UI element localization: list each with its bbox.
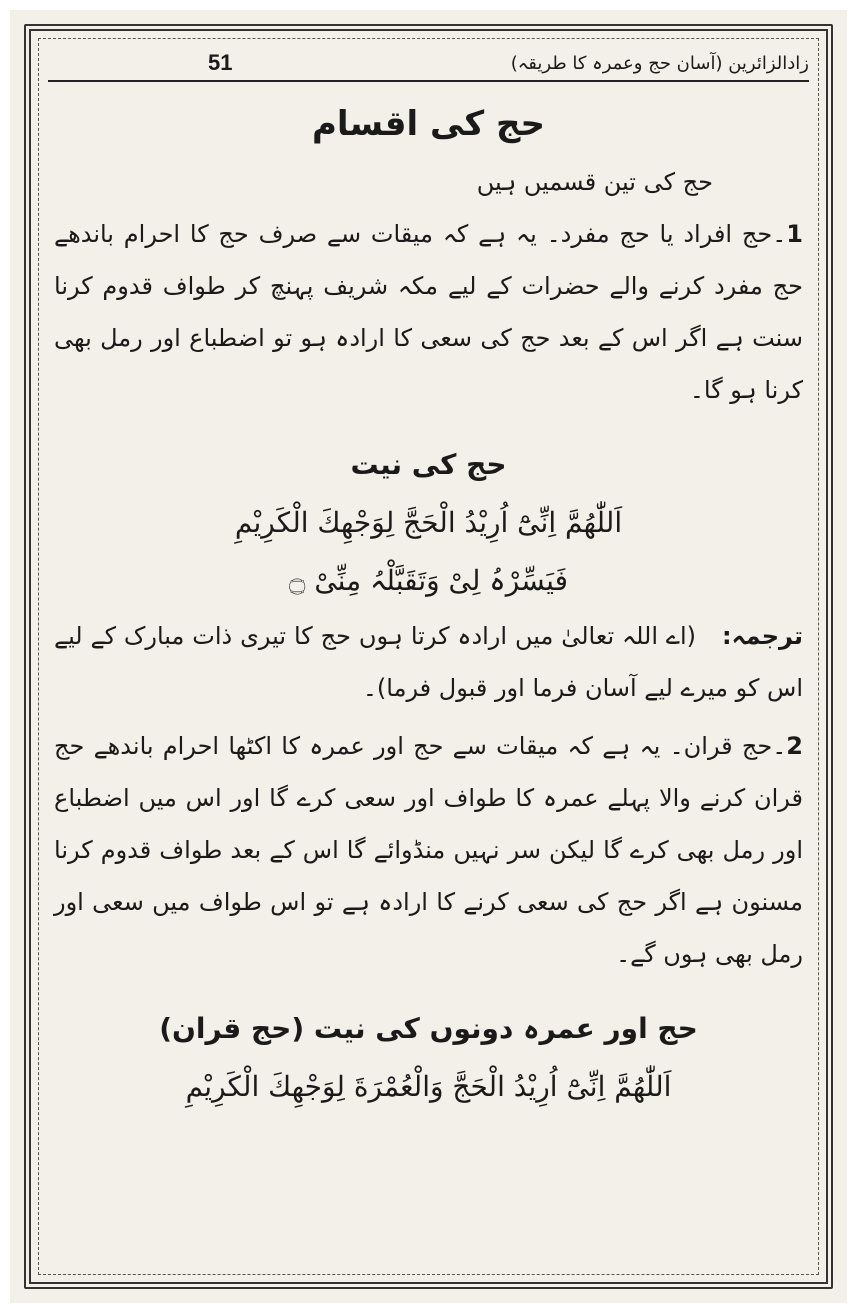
running-title: زادالزائرین (آسان حج وعمرہ کا طریقہ) xyxy=(510,52,809,74)
dua-line-1: اَللّٰھُمَّ اِنِّیْٓ اُرِیْدُ الْحَجَّ لِوَجْھِكَ الْكَرِیْمِ xyxy=(234,506,623,539)
translation-paragraph xyxy=(54,610,803,714)
book-page xyxy=(10,10,847,1303)
dua-line-2: فَیَسِّرْہُ لِیْ وَتَقَبَّلْہُ مِنِّیْ ۝ xyxy=(289,564,568,597)
section-title-hajj-types: حج کی اقسام xyxy=(311,104,546,144)
item-number: 2 xyxy=(786,732,803,760)
paragraph-text: ۔حج قران۔ یہ ہے کہ میقات سے حج اور عمرہ کا اکٹھا احرام باندھے حج قران کرنے والا پہلے عمرہ کا طواف اور سعی کرے گا اور اس میں اضطباع اور رمل بھی کرے گا لیکن سر نہیں منڈوائے گا اس کے بعد طواف قدوم کرنا مسنون ہے اگر حج کی سعی کرنے کا ارادہ ہے تو اس طواف میں سعی اور رمل بھی ہوں گے۔ xyxy=(54,732,803,968)
paragraph-text: ۔حج افراد یا حج مفرد۔ یہ ہے کہ میقات سے صرف حج کا احرام باندھے حج مفرد کرنے والے حضرات کے لیے مکہ شریف پہنچ کر طواف قدوم کرنا سنت ہے اگر اس کے بعد حج کی سعی کا ارادہ ہو تو اضطباع اور رمل بھی کرنا ہو گا۔ xyxy=(54,220,803,404)
page-number: 51 xyxy=(208,50,233,75)
section-title-qiran-niyyat: حج اور عمرہ دونوں کی نیت (حج قران) xyxy=(159,1012,698,1045)
page-header xyxy=(48,46,809,82)
intro-text: حج کی تین قسمیں ہیں xyxy=(476,168,713,196)
item-number: 1 xyxy=(786,220,803,248)
paragraph-hajj-ifrad xyxy=(54,208,803,416)
paragraph-hajj-qiran xyxy=(54,720,803,980)
translation-text: (اے اللہ تعالیٰ میں ارادہ کرتا ہوں حج کا تیری ذات مبارک کے لیے اس کو میرے لیے آسان فرما اور قبول فرما)۔ xyxy=(54,622,803,702)
dua-line-qiran: اَللّٰھُمَّ اِنِّیْٓ اُرِیْدُ الْحَجَّ وَالْعُمْرَةَ لِوَجْھِكَ الْكَرِیْمِ xyxy=(185,1070,672,1103)
translation-label: ترجمہ: xyxy=(722,622,803,650)
page-content xyxy=(54,92,803,1263)
section-title-hajj-niyyat: حج کی نیت xyxy=(350,448,507,481)
